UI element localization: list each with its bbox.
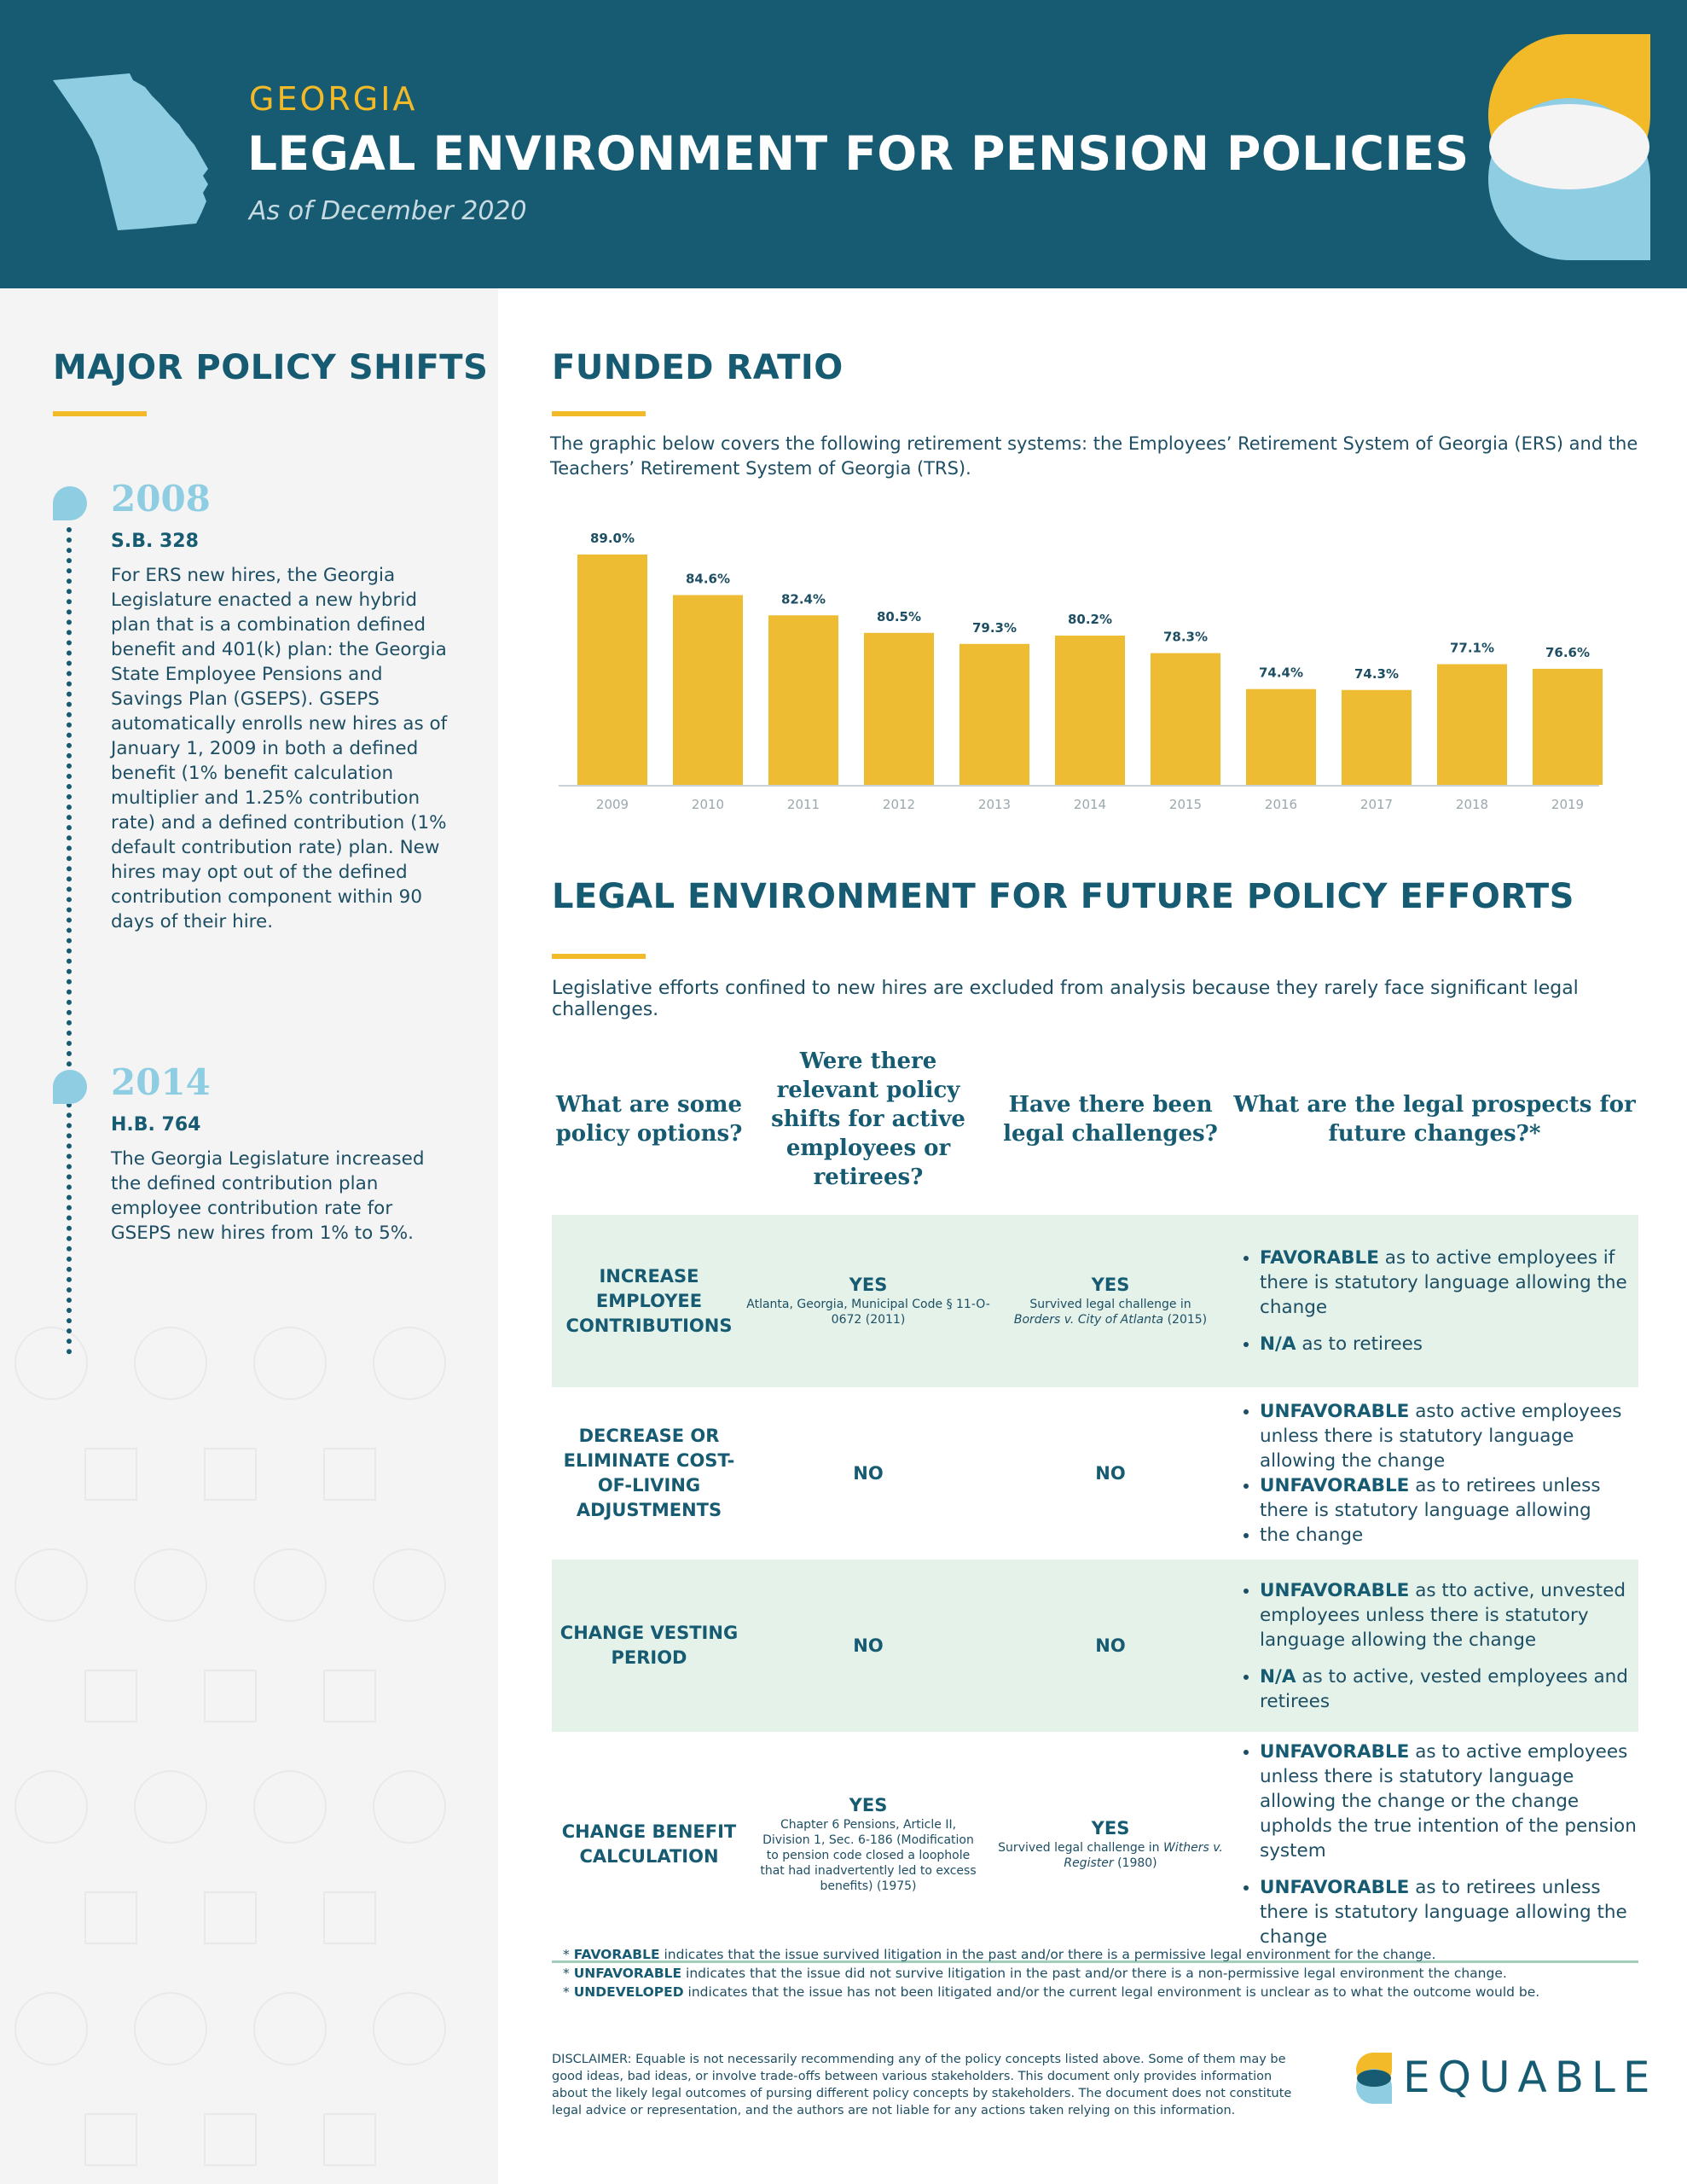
column-header: Were there relevant policy shifts for active employees or retirees? (771, 1048, 965, 1190)
column-header: Have there been legal challenges? (1003, 1092, 1218, 1147)
policy-option: INCREASE EMPLOYEE CONTRIBUTIONS (565, 1265, 733, 1336)
prospect-rating: UNFAVORABLE (1260, 1475, 1410, 1496)
x-tick-label-2017: 2017 (1359, 797, 1394, 812)
x-tick-label-2018: 2018 (1455, 797, 1489, 812)
georgia-state-map-icon (51, 63, 213, 234)
prospect-text: as to retirees unless there is statutory language allowing (1260, 1475, 1601, 1521)
bar-2014 (1055, 636, 1125, 785)
legal-environment-title: LEGAL ENVIRONMENT FOR FUTURE POLICY EFFORTS (552, 877, 1574, 916)
legal-environment-intro: Legislative efforts confined to new hires are excluded from analysis because they rarely face significant legal challenges. (552, 978, 1579, 1020)
prospect-rating: UNFAVORABLE (1260, 1401, 1410, 1422)
data-label-2011: 82.4% (780, 591, 826, 607)
shift-answer: YES (849, 1275, 888, 1295)
timeline-connector (67, 527, 73, 1355)
data-label-2019: 76.6% (1545, 644, 1591, 660)
title-underline (552, 411, 646, 416)
prospect-text: as tto active, unvested employees unless there is statutory language allowing the change (1260, 1579, 1626, 1651)
prospect-rating: UNFAVORABLE (1260, 1579, 1410, 1601)
page-title: LEGAL ENVIRONMENT FOR PENSION POLICIES (247, 126, 1470, 181)
prospect-item (1260, 1332, 1638, 1356)
footnote: * FAVORABLE indicates that the issue survived litigation in the past and/or there is a permissive legal environment for the change. (563, 1947, 1436, 1962)
footnote-term: UNDEVELOPED (573, 1984, 684, 2000)
table-row (552, 1732, 1638, 1957)
prospect-rating: UNFAVORABLE (1260, 1877, 1410, 1898)
funded-ratio-chart (550, 520, 1608, 819)
citation-year: (2015) (1167, 1313, 1208, 1327)
x-tick-label-2014: 2014 (1073, 797, 1107, 812)
timeline-year: 2008 (111, 478, 211, 520)
state-name: GEORGIA (249, 80, 418, 118)
prospect-item (1260, 1740, 1638, 1863)
x-tick-label-2009: 2009 (595, 797, 629, 812)
funded-ratio-intro: The graphic below covers the following retirement systems: the Employees’ Retirement System of Georgia (ERS) and the Teachers’ Retirement System of Georgia (TRS). (550, 433, 1638, 479)
challenge-citation (990, 1840, 1231, 1871)
challenge-citation (990, 1297, 1231, 1327)
prospect-rating: UNFAVORABLE (1260, 1741, 1410, 1763)
footnote-text: indicates that the issue did not survive litigation in the past and/or there is a non-permissive legal environment the change. (686, 1966, 1507, 1981)
prospect-text: as to active, vested employees and retirees (1260, 1665, 1628, 1712)
equable-emblem-icon (1488, 26, 1650, 269)
timeline-description: For ERS new hires, the Georgia Legislature enacted a new hybrid plan that is a combination defined benefit and 401(k) plan: the Georgia State Employee Pensions and Savings Plan (GSEPS). GSEPS automatically enrolls new hires as of January 1, 2009 in both a defined benefit (1% benefit calculation multiplier and 1.25% contribution rate) and a defined contribution (1% default contribution rate) plan. New hires may opt out of the defined contribution component within 90 days of their hire. (111, 565, 448, 932)
prospect-item (1260, 1664, 1638, 1714)
policy-option: CHANGE VESTING PERIOD (559, 1623, 739, 1668)
prospect-item (1260, 1523, 1638, 1548)
prospect-rating: N/A (1260, 1333, 1296, 1355)
x-tick-label-2010: 2010 (691, 797, 725, 812)
footnote-text: indicates that the issue survived litigation in the past and/or there is a permissive legal environment for the change. (664, 1947, 1436, 1962)
funded-ratio-title: FUNDED RATIO (552, 348, 844, 387)
bar-2011 (768, 615, 838, 785)
x-tick-label-2013: 2013 (977, 797, 1012, 812)
case-name: Borders v. City of Atlanta (1013, 1313, 1164, 1327)
shift-citation: Atlanta, Georgia, Municipal Code § 11-O-0672 (2011) (746, 1298, 990, 1327)
title-underline (552, 954, 646, 959)
challenge-answer: YES (1091, 1818, 1130, 1838)
data-label-2017: 74.3% (1354, 665, 1400, 682)
header-banner (0, 0, 1687, 288)
equable-wordmark: EQUABLE (1403, 2053, 1658, 2102)
x-tick-label-2011: 2011 (786, 797, 820, 812)
footnote-term: FAVORABLE (573, 1947, 660, 1962)
prospect-item (1260, 1246, 1638, 1320)
policy-options-table (552, 1049, 1638, 1963)
footnote-term: UNFAVORABLE (573, 1966, 682, 1981)
challenge-answer: YES (1091, 1275, 1130, 1295)
data-label-2014: 80.2% (1067, 612, 1113, 628)
citation-text: Survived legal challenge in (1029, 1298, 1191, 1311)
decorative-pattern (0, 1312, 498, 2184)
shift-answer: NO (853, 1463, 884, 1484)
legal-challenges-cell (990, 1818, 1231, 1871)
prospect-item (1260, 1399, 1638, 1473)
footnote-text: indicates that the issue has not been litigated and/or the current legal environment is unclear as to what the outcome would be. (687, 1984, 1540, 2000)
prospect-text: as to active employees unless there is statutory language allowing the change or the change upholds the true intention of the pension system (1260, 1741, 1637, 1862)
bar-2018 (1437, 665, 1507, 785)
prospect-text: as to active employees if there is statutory language allowing the change (1260, 1247, 1627, 1318)
timeline-marker-icon (53, 486, 87, 520)
disclaimer: DISCLAIMER: Equable is not necessarily recommending any of the policy concepts listed above. Some of them may be good ideas, bad ideas, or involve trade-offs between various stakeholders. This document only provides information about the likely legal outcomes of pursing different policy concepts by stakeholders. The document does not constitute legal advice or representation, and the authors are not liable for any actions taken relying on this information. (552, 2053, 1292, 2117)
shift-answer: YES (849, 1795, 888, 1815)
prospect-item (1260, 1473, 1638, 1523)
bar-2016 (1246, 689, 1316, 785)
challenge-answer: NO (1095, 1635, 1126, 1656)
x-tick-label-2015: 2015 (1168, 797, 1203, 812)
timeline-bill: H.B. 764 (111, 1114, 201, 1136)
as-of-date: As of December 2020 (249, 196, 527, 226)
bar-2015 (1151, 653, 1220, 785)
data-label-2012: 80.5% (876, 608, 922, 624)
timeline-description: The Georgia Legislature increased the defined contribution plan employee contribution rate for GSEPS new hires from 1% to 5%. (111, 1148, 425, 1244)
citation-text: Survived legal challenge in (998, 1841, 1160, 1855)
prospect-text: as to retirees (1301, 1333, 1423, 1355)
equable-logo-icon (1356, 2051, 1394, 2106)
bar-2012 (864, 633, 934, 785)
legal-prospects-cell (1231, 1246, 1638, 1356)
table-row (552, 1387, 1638, 1560)
policy-shifts-cell (746, 1795, 990, 1894)
bar-2017 (1342, 690, 1412, 785)
legal-prospects-cell (1231, 1740, 1638, 1949)
timeline-year: 2014 (111, 1061, 211, 1103)
policy-option: DECREASE OR ELIMINATE COST-OF-LIVING ADJUSTMENTS (563, 1426, 735, 1520)
data-label-2013: 79.3% (971, 619, 1017, 636)
legal-prospects-cell (1231, 1578, 1638, 1714)
data-label-2018: 77.1% (1449, 640, 1495, 656)
bar-2009 (577, 555, 647, 785)
prospect-text: as to retirees unless there is statutory language allowing the change (1260, 1877, 1627, 1948)
shift-citation: Chapter 6 Pensions, Article II, Division 1, Sec. 6-186 (Modification to pension code closed a loophole that had inadvertently led to excess benefits) (1975) (760, 1818, 977, 1893)
policy-shifts-sidebar (0, 288, 498, 2184)
footnote: * UNDEVELOPED indicates that the issue has not been litigated and/or the current legal environment is unclear as to what the outcome would be. (563, 1984, 1540, 2000)
policy-option: CHANGE BENEFIT CALCULATION (561, 1821, 737, 1867)
policy-shifts-cell (746, 1275, 990, 1327)
table-row (552, 1215, 1638, 1387)
table-row (552, 1560, 1638, 1732)
case-name: Withers v. Register (1064, 1841, 1223, 1870)
data-label-2016: 74.4% (1258, 665, 1304, 681)
legal-challenges-cell (990, 1275, 1231, 1327)
prospect-text: asto active employees unless there is statutory language allowing the change (1260, 1401, 1622, 1472)
prospect-text: the change (1260, 1525, 1364, 1546)
shift-answer: NO (853, 1635, 884, 1656)
bar-2010 (673, 595, 743, 785)
legal-prospects-cell (1231, 1399, 1638, 1548)
prospect-item (1260, 1578, 1638, 1653)
prospect-item (1260, 1875, 1638, 1949)
bar-2019 (1533, 669, 1603, 785)
footnote: * UNFAVORABLE indicates that the issue did not survive litigation in the past and/or there is a non-permissive legal environment the change. (563, 1966, 1507, 1981)
data-label-2015: 78.3% (1162, 629, 1209, 645)
data-label-2010: 84.6% (685, 571, 731, 587)
prospect-rating: FAVORABLE (1260, 1247, 1379, 1269)
data-label-2009: 89.0% (589, 531, 635, 546)
challenge-answer: NO (1095, 1463, 1126, 1484)
x-tick-label-2016: 2016 (1264, 797, 1298, 812)
timeline-marker-icon (53, 1070, 87, 1104)
bar-2013 (959, 644, 1029, 785)
x-tick-label-2019: 2019 (1551, 797, 1585, 812)
timeline-bill: S.B. 328 (111, 531, 199, 552)
column-header: What are some policy options? (555, 1092, 743, 1147)
prospect-rating: N/A (1260, 1665, 1296, 1687)
table-header (552, 1049, 1638, 1189)
column-header: What are the legal prospects for future changes?* (1233, 1092, 1636, 1147)
title-underline (53, 411, 147, 416)
x-tick-label-2012: 2012 (882, 797, 916, 812)
policy-shifts-title: MAJOR POLICY SHIFTS (53, 348, 489, 387)
citation-year: (1980) (1117, 1856, 1157, 1870)
